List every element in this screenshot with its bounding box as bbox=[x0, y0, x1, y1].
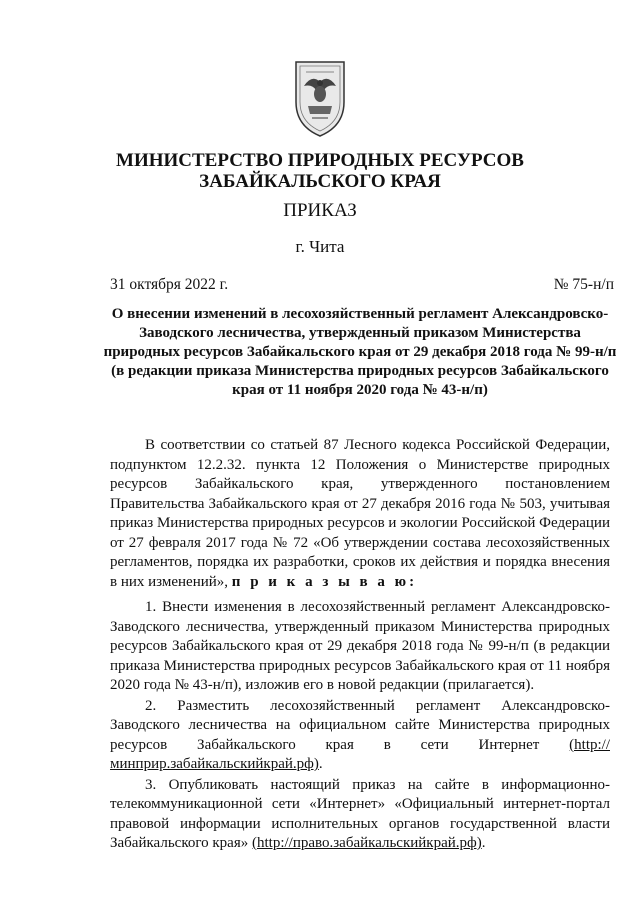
ministry-title bbox=[0, 150, 640, 192]
legal-portal-link[interactable]: (http://право.забайкальскийкрай.рф) bbox=[251, 835, 482, 851]
document-type: ПРИКАЗ bbox=[283, 200, 357, 221]
preamble-paragraph bbox=[110, 436, 610, 592]
order-item-3 bbox=[110, 776, 610, 854]
order-item-1: 1. Внести изменения в лесохозяйственный регламент Александровско-Заводского лесничества, утвержденный приказом Министерства природных ресурсов Забайкальского края от 29 декабря 2018 года № 99-н/п (в редакции приказа Министерства природных ресурсов Забайкальского края от 11 ноября 2020 года № 43-н/п), изложив его в новой редакции (прилагается). bbox=[110, 599, 610, 693]
order-item-3-text: 3. Опубликовать настоящий приказ на сайте в информационно-телекоммуникационной сети «Интернет» «Официальный интернет-портал правовой информации исполнительных органов государственной власти Забайкальского края» bbox=[110, 776, 610, 851]
ministry-title-line2: ЗАБАЙКАЛЬСКОГО КРАЯ bbox=[199, 171, 441, 192]
order-item-3-end: . bbox=[481, 835, 486, 851]
document-date: 31 октября 2022 г. bbox=[110, 276, 229, 293]
document-subject: О внесении изменений в лесохозяйственный регламент Александровско-Заводского лесничества, утвержденный приказом Министерства природных ресурсов Забайкальского края от 29 декабря 2018 года № 99-н/п (в редакции приказа Министерства природных ресурсов Забайкальского края от 11 ноября 2020 года № 43-н/п) bbox=[103, 306, 617, 398]
order-item-2-text: 2. Разместить лесохозяйственный регламент Александровско-Заводского лесничества на официальном сайте Министерства природных ресурсов Забайкальского края в сети Интернет bbox=[110, 697, 610, 753]
coat-of-arms-emblem bbox=[288, 56, 352, 138]
city-name: г. Чита bbox=[295, 237, 345, 256]
order-item-2-end: . bbox=[318, 756, 323, 772]
ministry-website-link[interactable]: (http://минприр.забайкальскийкрай.рф) bbox=[110, 736, 610, 772]
document-number: № 75-н/п bbox=[553, 276, 614, 293]
preamble-text: В соответствии со статьей 87 Лесного кодекса Российской Федерации, подпунктом 12.2.32. пункта 12 Положения о Министерстве природных ресурсов Забайкальского края, утвержденного постановлением Правительства Забайкальского края от 27 декабря 2016 года № 503, учитывая приказ Министерства природных ресурсов и экологии Российской Федерации от 27 февраля 2017 года № 72 «Об утверждении состава лесохозяйственных регламентов, порядка их разработки, сроков их действия и порядка внесения в них изменений», bbox=[110, 437, 610, 590]
order-directive: п р и к а з ы в а ю: bbox=[231, 573, 418, 590]
order-item-2 bbox=[110, 697, 610, 775]
ministry-title-line1: МИНИСТЕРСТВО ПРИРОДНЫХ РЕСУРСОВ bbox=[116, 150, 524, 171]
order-items bbox=[110, 598, 610, 855]
